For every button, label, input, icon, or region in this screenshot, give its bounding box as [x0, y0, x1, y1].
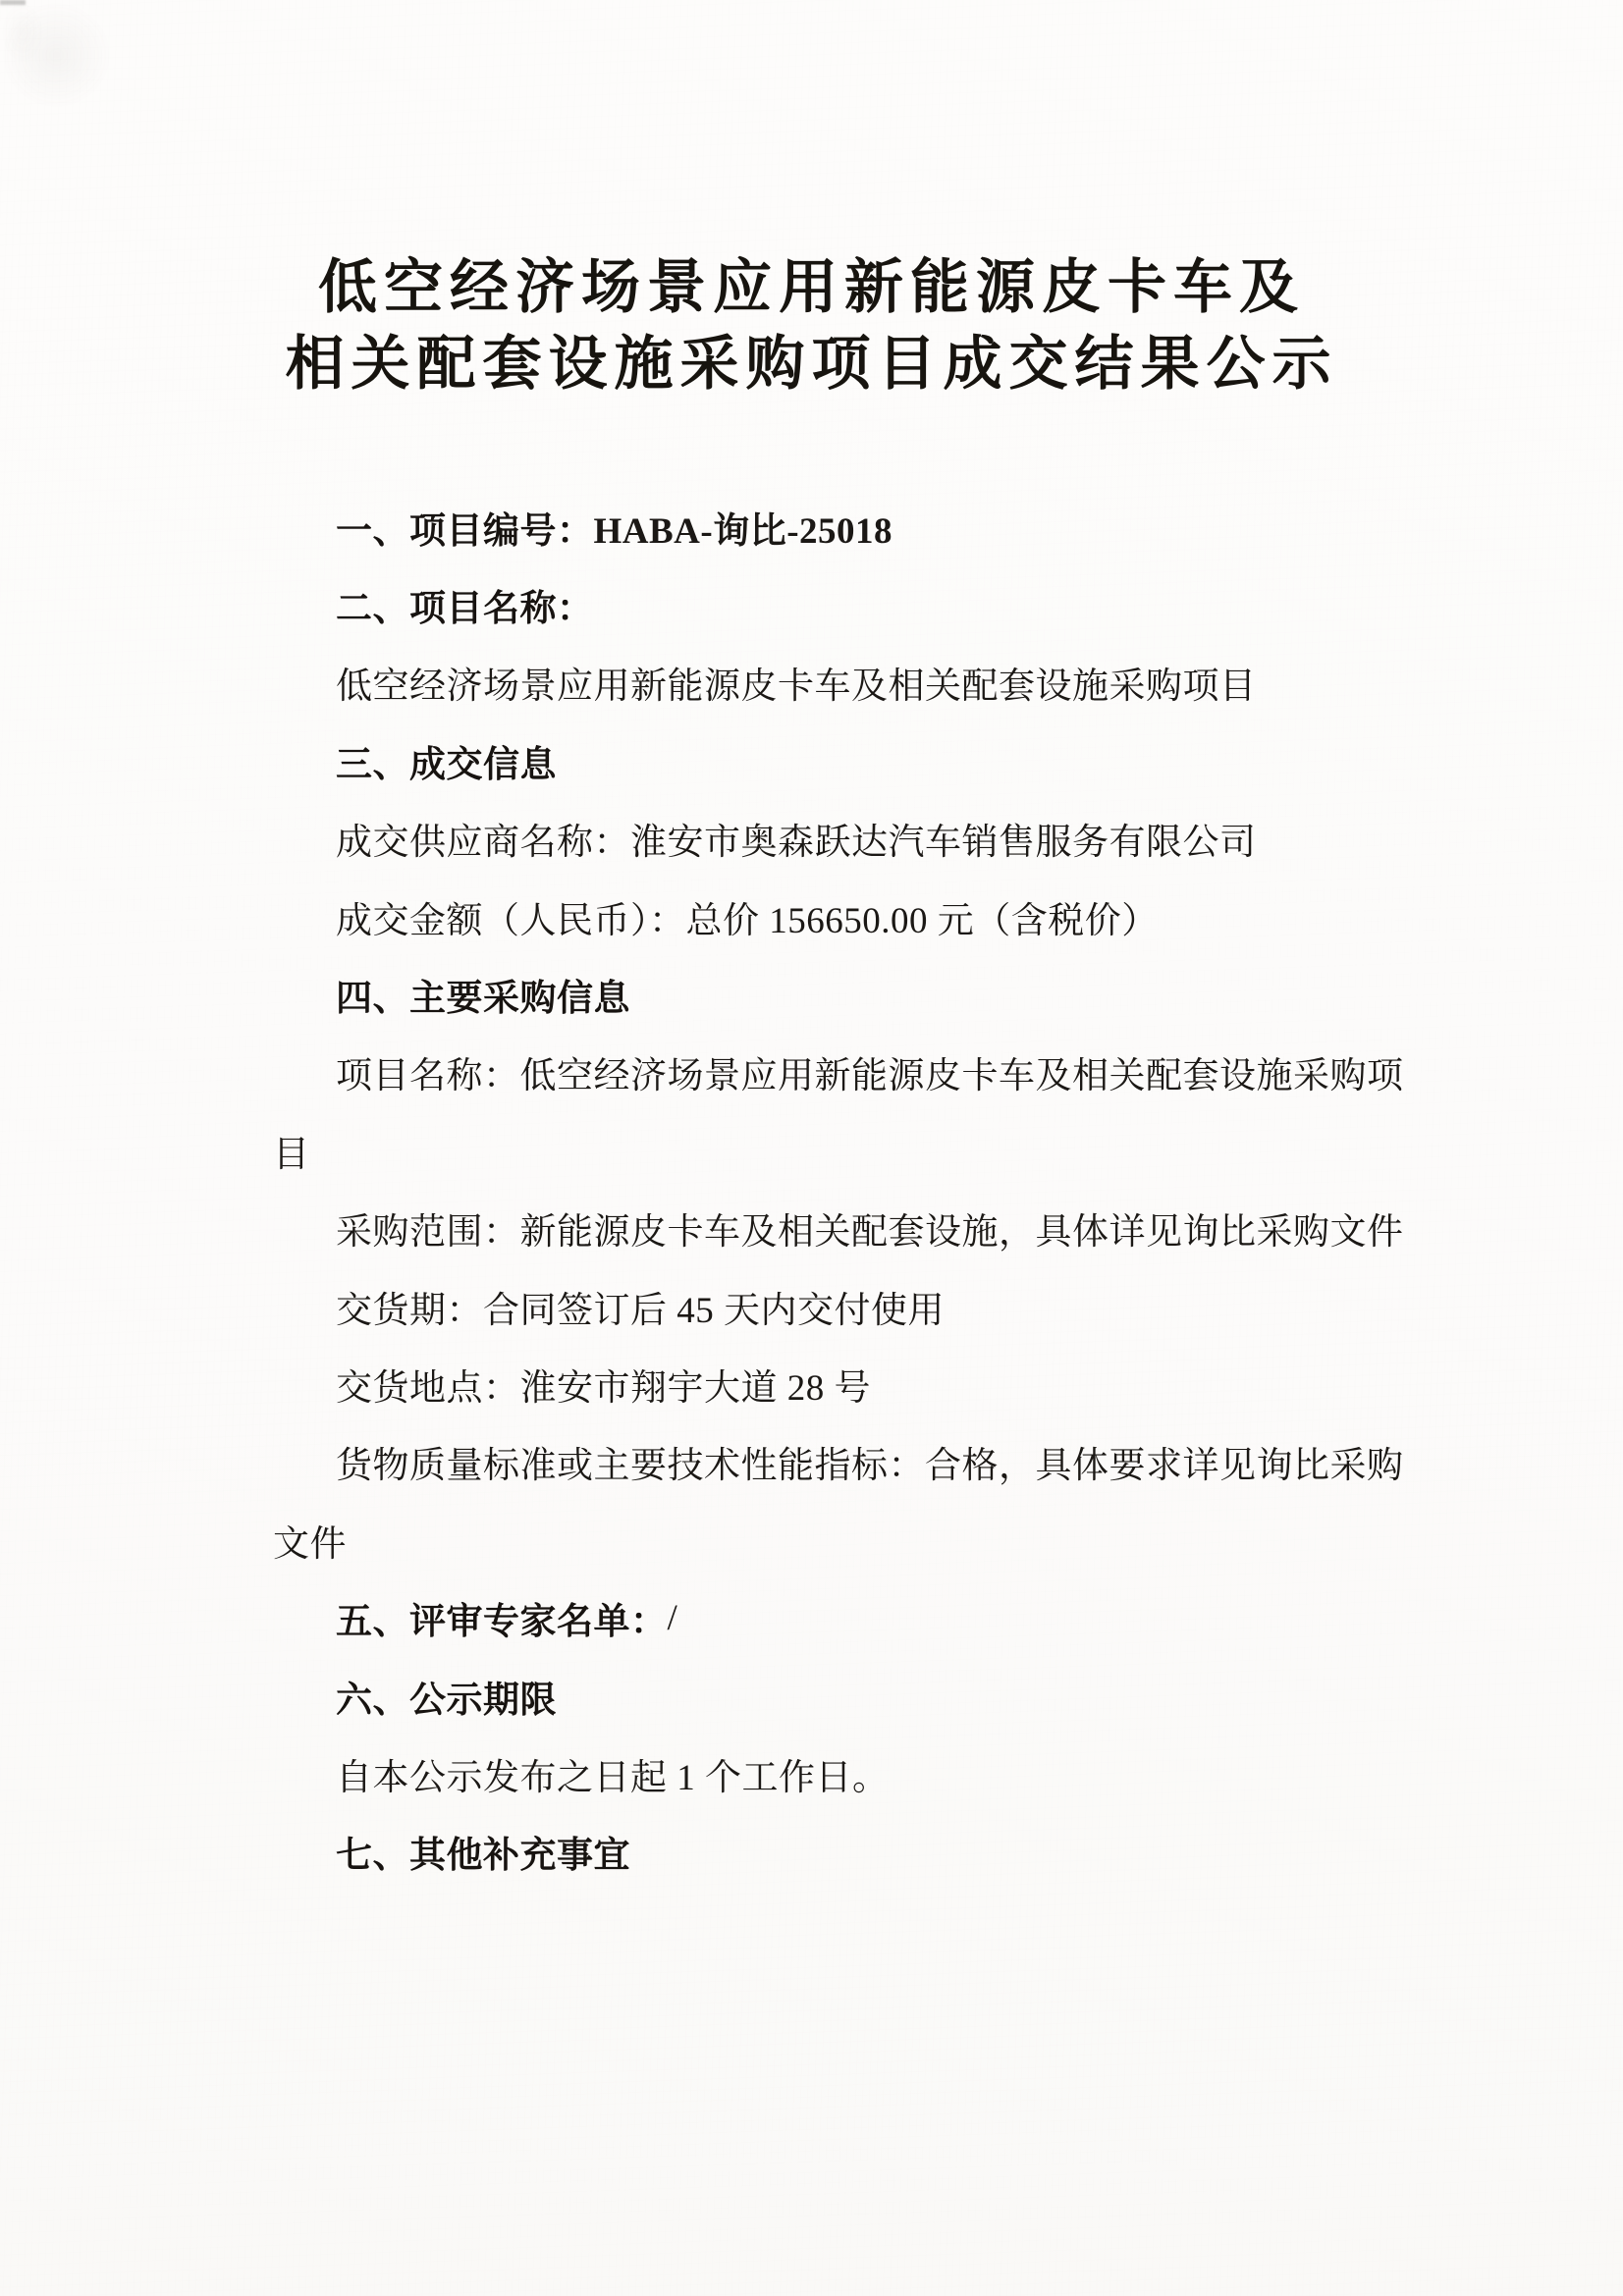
line-text: 交货期：合同签订后 45 天内交付使用 [336, 1290, 945, 1331]
line-label: 一、项目编号： [336, 509, 594, 551]
line-publicity-period-value [0, 1735, 1623, 1812]
line-text: 交货地点：淮安市翔宇大道 28 号 [336, 1367, 871, 1409]
line-text: 目 [273, 1134, 310, 1175]
line-label: 五、评审专家名单： [336, 1601, 668, 1642]
line-text: 文件 [273, 1523, 347, 1565]
line-procurement-project-name-cont [0, 1111, 1623, 1189]
document-title [0, 249, 1623, 402]
line-deal-amount [0, 878, 1623, 955]
line-publicity-period-heading [0, 1657, 1623, 1735]
line-procurement-scope [0, 1190, 1623, 1267]
document-title-line-1: 低空经济场景应用新能源皮卡车及 [318, 255, 1305, 320]
line-project-name-heading [0, 565, 1623, 643]
line-value: / [667, 1597, 678, 1638]
line-other-matters-heading [0, 1813, 1623, 1891]
line-procurement-info-heading [0, 955, 1623, 1033]
line-supplier-name [0, 800, 1623, 878]
line-label: 七、其他补充事宜 [336, 1835, 630, 1876]
line-quality-standard [0, 1423, 1623, 1501]
line-quality-standard-cont [0, 1501, 1623, 1578]
line-delivery-place [0, 1345, 1623, 1422]
line-procurement-project-name [0, 1034, 1623, 1111]
line-text: 成交供应商名称：淮安市奥森跃达汽车销售服务有限公司 [336, 823, 1257, 864]
line-delivery-period [0, 1267, 1623, 1345]
line-text: 项目名称：低空经济场景应用新能源皮卡车及相关配套设施采购项 [336, 1056, 1404, 1097]
line-review-experts [0, 1578, 1623, 1656]
line-deal-info-heading [0, 721, 1623, 799]
document-title-line-2: 相关配套设施采购项目成交结果公示 [285, 332, 1338, 397]
line-text: 采购范围：新能源皮卡车及相关配套设施，具体详见询比采购文件 [336, 1212, 1404, 1254]
line-project-number [0, 488, 1623, 565]
line-label: 三、成交信息 [336, 743, 557, 784]
line-text: 成交金额（人民币）：总价 156650.00 元（含税价） [336, 900, 1159, 941]
line-project-name-value [0, 644, 1623, 721]
line-text: 货物质量标准或主要技术性能指标：合格，具体要求详见询比采购 [336, 1446, 1404, 1487]
line-label: 六、公示期限 [336, 1679, 557, 1720]
line-label: 二、项目名称： [336, 588, 594, 629]
line-label: 四、主要采购信息 [336, 978, 630, 1019]
line-text: 低空经济场景应用新能源皮卡车及相关配套设施采购项目 [336, 667, 1257, 708]
document-body [0, 488, 1623, 1891]
scan-smudge [0, 0, 45, 65]
line-text: 自本公示发布之日起 1 个工作日。 [336, 1757, 890, 1798]
line-value: HABA-询比-25018 [593, 510, 893, 552]
